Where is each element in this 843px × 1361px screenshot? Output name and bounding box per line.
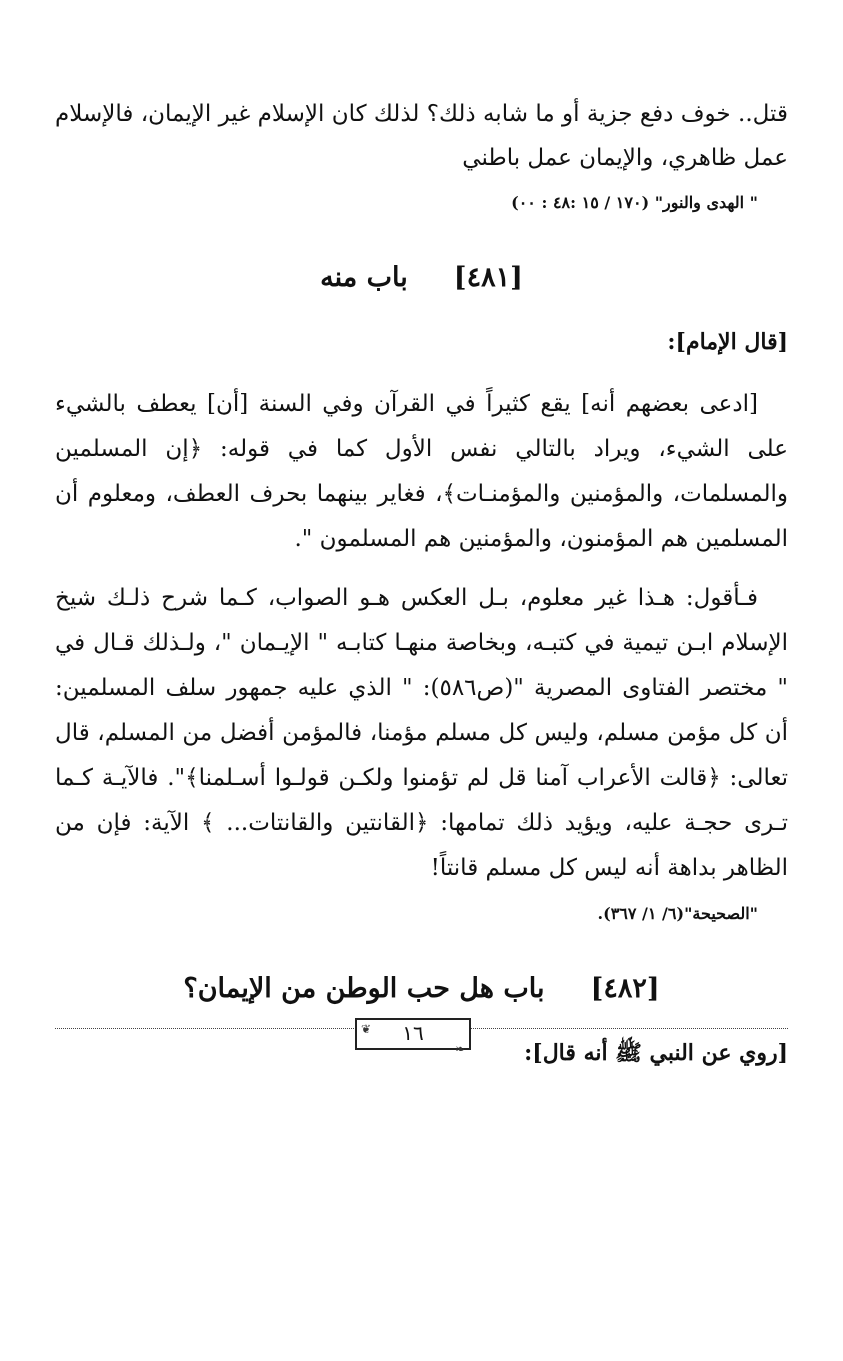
- section-heading-481: [55, 258, 788, 298]
- ornament-icon: ❦: [361, 1022, 372, 1036]
- page-number: ١٦: [402, 1021, 424, 1045]
- page-body: [55, 92, 788, 1075]
- ornament-icon: ❧: [454, 1042, 465, 1056]
- label-narrated-from-prophet: [روي عن النبي ﷺ أنه قال]:: [524, 1040, 788, 1066]
- section-number-481: [٤٨١]: [453, 262, 523, 293]
- section-title-482: باب هل حب الوطن من الإيمان؟: [183, 973, 545, 1004]
- section-title-481: باب منه: [320, 262, 408, 293]
- section-number-482: [٤٨٢]: [590, 973, 660, 1004]
- reference-sahiha: "الصحيحة"(٦/ ١/ ٣٦٧).: [597, 904, 758, 923]
- section-heading-482: [55, 969, 788, 1009]
- paragraph-previous-section: قتل.. خوف دفع جزية أو ما شابه ذلك؟ لذلك كان الإسلام غير الإيمان، فالإسلام عمل ظاهري، والإيمان عمل باطني: [55, 101, 788, 171]
- page-number-box: [355, 1018, 471, 1056]
- label-imam-said: [قال الإمام]:: [667, 329, 788, 355]
- paragraph-quote: [ادعى بعضهم أنه] يقع كثيراً في القرآن وفي السنة [أن] يعطف بالشيء على الشيء، ويراد بالتالي نفس الأول كما في قوله: ﴿إن المسلمين والمسلمات، والمؤمنين والمؤمنـات﴾، فغاير بينهما بحرف العطف، ومعلوم أن المسلمين هم المؤمنون، والمؤمنين هم المسلمون ".: [55, 391, 788, 552]
- paragraph-reply: فـأقول: هـذا غير معلوم، بـل العكس هـو الصواب، كـما شرح ذلـك شيخ الإسلام ابـن تيمية في كتبـه، وبخاصة منهـا كتابـه " الإيـمان "، ولـذلك قـال في " مختصر الفتاوى المصرية "(ص٥٨٦): " الذي عليه جمهور سلف المسلمين: أن كل مؤمن مسلم، وليس كل مسلم مؤمنا، فالمؤمن أفضل من المسلم، قال تعالى: ﴿قالت الأعراب آمنا قل لم تؤمنوا ولكـن قولـوا أسـلمنا﴾". فالآيـة كـما تـرى حجـة عليه، ويؤيد ذلك تمامها: ﴿القانتين والقانتات... ﴾ الآية: فإن من الظاهر بداهة أنه ليس كل مسلم قانتاً!: [55, 585, 789, 881]
- reference-huda-wal-nur: " الهدى والنور" (١٧٠ / ١٥ :٤٨ : ٠٠): [511, 193, 758, 212]
